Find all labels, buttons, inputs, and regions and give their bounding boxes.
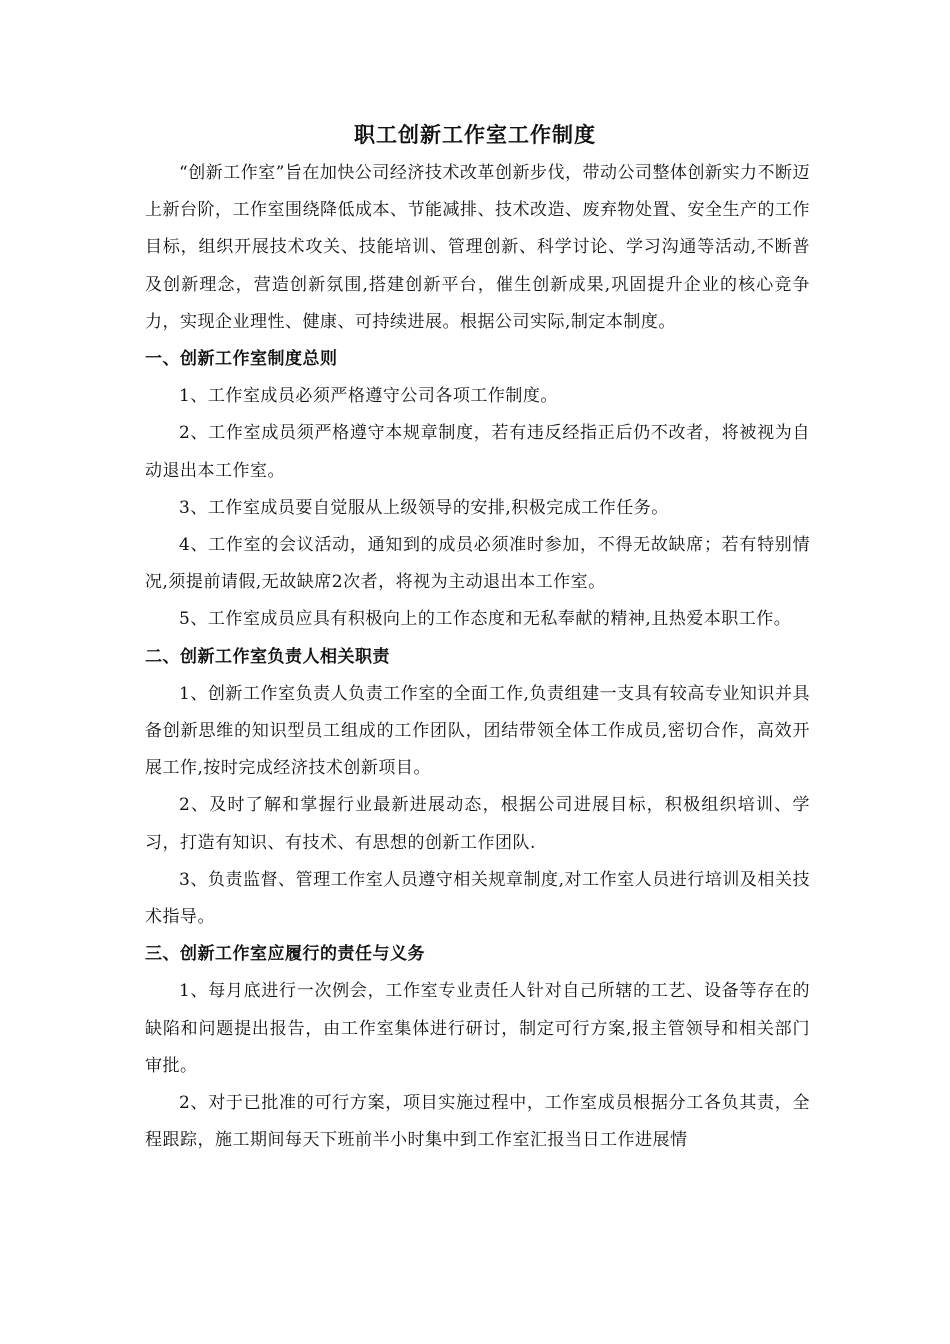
- section-item: 5、工作室成员应具有积极向上的工作态度和无私奉献的精神,且热爱本职工作。: [179, 609, 792, 630]
- intro-paragraph: “创新工作室”旨在加快公司经济技术改革创新步伐，带动公司整体创新实力不断迈上新台阶，工作室围绕降低成本、节能减排、技术改造、废弃物处置、安全生产的工作目标，组织开展技术攻关、技能培训、管理创新、科学讨论、学习沟通等活动,不断普及创新理念，营造创新氛围,搭建创新平台，催生创新成果,巩固提升企业的核心竞争力，实现企业理性、健康、可持续进展。根据公司实际,制定本制度。: [145, 163, 810, 332]
- section-heading: 二、创新工作室负责人相关职责: [145, 646, 390, 667]
- section-item: 1、每月底进行一次例会，工作室专业责任人针对自己所辖的工艺、设备等存在的缺陷和问题提出报告，由工作室集体进行研讨，制定可行方案,报主管领导和相关部门审批。: [145, 981, 810, 1076]
- section-item: 1、创新工作室负责人负责工作室的全面工作,负责组建一支具有较高专业知识并具备创新思维的知识型员工组成的工作团队，团结带领全体工作成员,密切合作，高效开展工作,按时完成经济技术创新项目。: [145, 683, 810, 779]
- section-item: 2、及时了解和掌握行业最新进展动态，根据公司进展目标，积极组织培训、学习，打造有知识、有技术、有思想的创新工作团队.: [145, 795, 810, 853]
- section-item: 1、工作室成员必须严格遵守公司各项工作制度。: [179, 386, 558, 407]
- section-heading: 一、创新工作室制度总则: [145, 349, 338, 370]
- section-item: 2、对于已批准的可行方案，项目实施过程中，工作室成员根据分工各负其责，全程跟踪，施工期间每天下班前半小时集中到工作室汇报当日工作进展情: [145, 1093, 810, 1151]
- section-item: 3、工作室成员要自觉服从上级领导的安排,积极完成工作任务。: [179, 497, 669, 518]
- document-title: 职工创新工作室工作制度: [354, 122, 596, 147]
- section-item: 3、负责监督、管理工作室人员遵守相关规章制度,对工作室人员进行培训及相关技术指导。: [145, 869, 810, 928]
- document-body: [145, 155, 810, 1159]
- section-heading: 三、创新工作室应履行的责任与义务: [145, 944, 425, 965]
- section-item: 2、工作室成员须严格遵守本规章制度，若有违反经指正后仍不改者，将被视为自动退出本工作室。: [145, 423, 810, 481]
- section-item: 4、工作室的会议活动，通知到的成员必须准时参加，不得无故缺席；若有特别情况,须提前请假,无故缺席2次者，将视为主动退出本工作室。: [145, 535, 810, 593]
